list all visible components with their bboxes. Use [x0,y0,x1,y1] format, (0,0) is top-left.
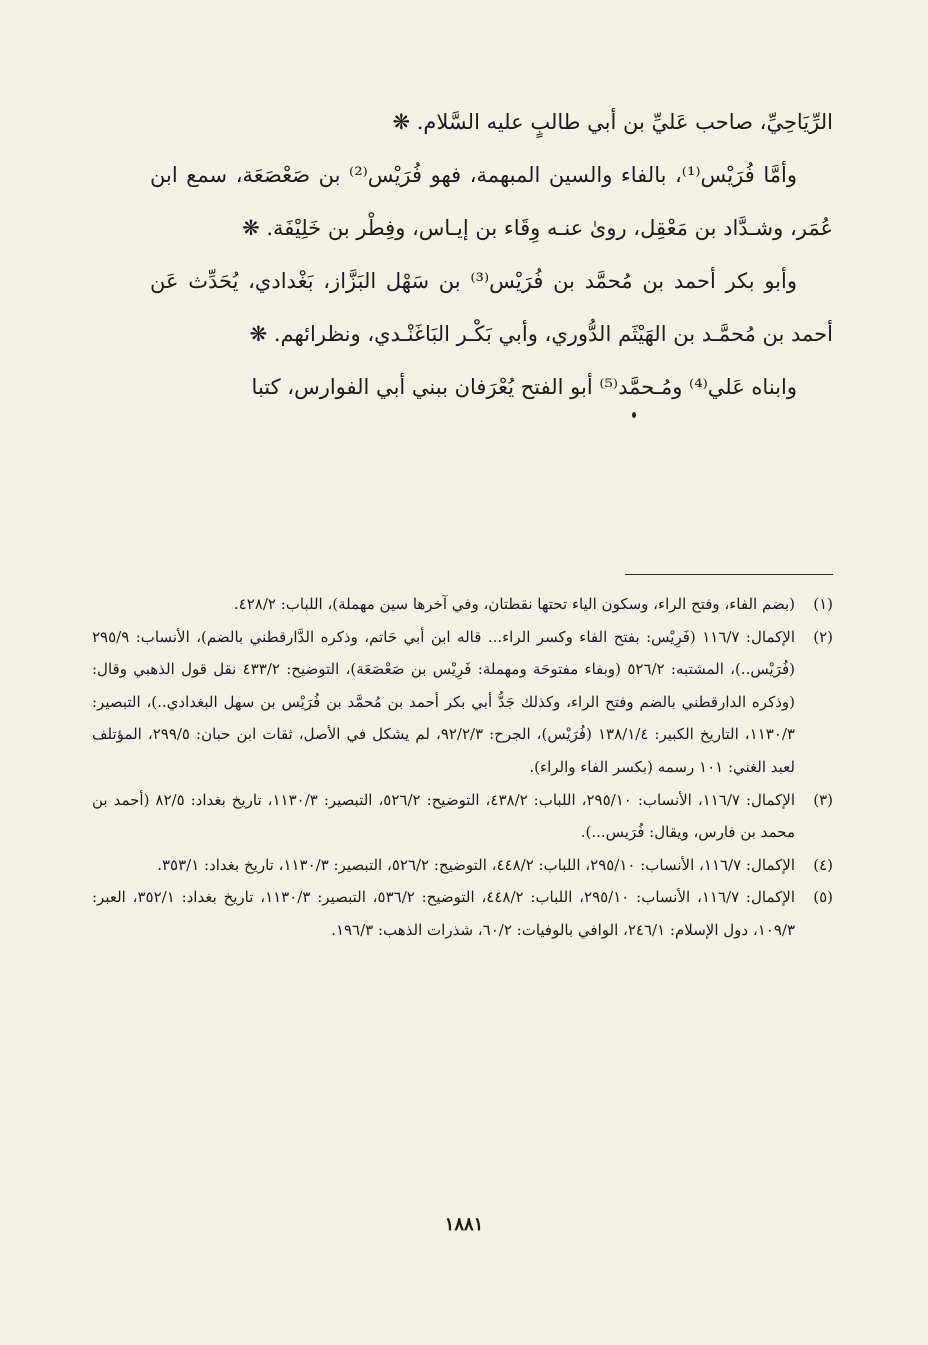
ink-speck [632,412,636,418]
footnote-5 [92,881,833,946]
footnote-text: الإكمال: ١١٦/٧، الأنساب: ٢٩٥/١٠، اللباب: ٤٤٨/٢، التوضيح: ٥٣٦/٢، التبصير: ١١٣٠/٣، تاريخ بغداد: ٣٥٢/١، العبر: ١٠٩/٣، دول الإسلام: ٢٤٦/١، الوافي بالوفيات: ٦٠/٢، شذرات الذهب: ١٩٦/٣. [92,888,795,939]
footnote-number: (٤) [813,855,833,874]
footnote-number: (٢) [813,627,833,646]
footnote-text: الإكمال: ١١٦/٧، الأنساب: ٢٩٥/١٠، اللباب: ٤٤٨/٢، التوضيح: ٥٢٦/٢، التبصير: ١١٣٠/٣، تاريخ بغداد: ٣٥٣/١. [157,855,795,874]
main-paragraph-3: وأبو بكر أحمد بن مُحمَّد بن فُرَيْس⁽³⁾ بن سَهْل البَزَّاز، بَغْدادي، يُحَدِّث عَن أحمد بن مُحمَّـد بن الهَيْثَم الدُّوري، وأبي بَكْـر البَاغَنْـدي، ونظرائهم. ❋ [150,269,833,346]
footnote-number: (٣) [813,790,833,809]
footnote-4 [92,849,833,882]
main-paragraph-4: وابناه عَلي⁽⁴⁾ ومُـحمَّد⁽⁵⁾ أبو الفتح يُعْرَفان ببني أبي الفوارس، كتبا [251,375,797,399]
footnote-1 [92,588,833,621]
main-paragraph-1: الرِّيَاحِيِّ، صاحب عَليِّ بن أبي طالبٍ عليه السَّلام. ❋ [392,110,833,134]
footnote-number: (٥) [813,888,833,907]
footnote-text: (بضم الفاء، وفتح الراء، وسكون الياء تحتها نقطتان، وفي آخرها سين مهملة)، اللباب: ٤٢٨/٢. [233,595,795,613]
main-text [150,96,833,414]
footnote-text: الإكمال: ١١٦/٧، الأنساب: ٢٩٥/١٠، اللباب: ٤٣٨/٢، التوضيح: ٥٢٦/٢، التبصير: ١١٣٠/٣، تاريخ بغداد: ٨٢/٥ (أحمد بن محمد بن فارس، ويقال: فُرَيس...). [92,790,795,842]
page-number: ١٨٨١ [444,1214,484,1235]
footnote-number: (١) [813,595,833,613]
main-paragraph-2: وأمَّا فُرَيْس⁽¹⁾، بالفاء والسين المبهمة، فهو فُرَيْس⁽²⁾ بن صَعْصَعَة، سمع ابن عُمَر، وشـدَّاد بن مَعْقِل، روىٰ عنـه وِقَاء بن إيـاس، وفِطْر بن خَلِيْفَة. ❋ [150,163,833,240]
footnotes [92,588,833,947]
footnote-2 [92,621,833,784]
footnote-separator-rule [625,574,833,575]
footnote-3 [92,784,833,849]
footnote-text: الإكمال: ١١٦/٧ (فَرِيْس: بفتح الفاء وكسر الراء... قاله ابن أبي حَاتم، وذكره الدَّارقطني بالضم)، الأنساب: ٢٩٥/٩ (فُرَيْس..)، المشتبه: ٥٢٦/٢ (وبفاء مفتوحَة ومهملة: فَرِيْس بن صَعْصَعَة)، التوضيح: ٤٣٣/٢ نقل قول الذهبي وقال: (وذكره الدارقطني بالضم وفتح الراء، وكذلك جَدُّ أبي بكر أحمد بن مُحمَّد بن فُرَيْس بن سهل البغدادي..)، التبصير: ١١٣٠/٣، التاريخ الكبير: ١٣٨/١/٤ (فُرَيْس)، الجرح: ٩٢/٢/٣، لم يشكل في الأصل، ثقات ابن حبان: ٢٩٩/٥، المؤتلف لعبد الغني: ١٠١ رسمه (بكسر الفاء والراء). [92,627,795,776]
